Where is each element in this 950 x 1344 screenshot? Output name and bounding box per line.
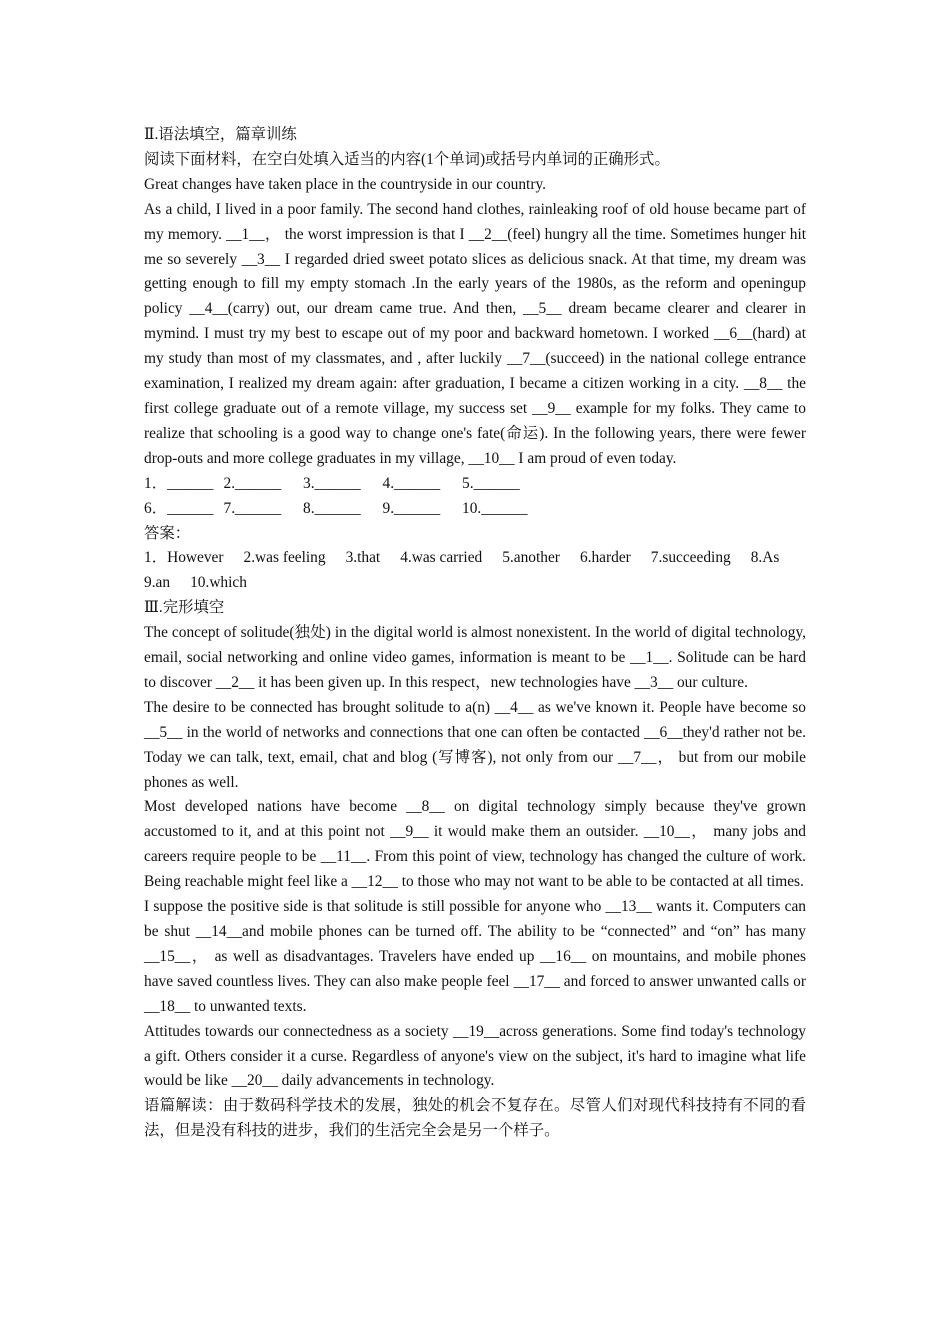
- blank-item: 9.______: [382, 499, 441, 517]
- answer-item: 8.As: [750, 549, 780, 567]
- answer-item: 9.an: [144, 574, 171, 592]
- blank-item: 7.______: [223, 499, 282, 517]
- cloze-paragraph-4: I suppose the positive side is that solitude is still possible for anyone who __13__ wants it. Computers can be shut __14__and mobile phones can be turned off. The ability to be “connected” and “on” has many __15__， as well as disadvantages. Travelers have ended up __16__ on mountains, and mobile phones have saved countless lives. They can also make people feel __17__ and forced to answer unwanted calls or __18__ to unwanted texts.: [144, 898, 806, 1015]
- blank-list-row-2: [144, 497, 806, 522]
- blank-item: 4.______: [382, 474, 441, 492]
- grammar-instruction: 阅读下面材料，在空白处填入适当的内容(1个单词)或括号内单词的正确形式。: [144, 150, 670, 168]
- answer-item: 2.was feeling: [243, 549, 326, 567]
- grammar-paragraph-1: Great changes have taken place in the countryside in our country.: [144, 175, 546, 193]
- answer-item: 4.was carried: [400, 549, 483, 567]
- cloze-paragraph-1: The concept of solitude(独处) in the digital world is almost nonexistent. In the world of digital technology, email, social networking and online video games, information is meant to be __1__. Solitude can be hard to discover __2__ it has been given up. In this respect，new technologies have __3__ our culture.: [144, 624, 806, 691]
- answer-item: 1．However: [144, 549, 224, 567]
- blank-item: 8.______: [303, 499, 361, 517]
- answer-item: 10.which: [190, 574, 247, 592]
- answer-item: 6.harder: [579, 549, 631, 567]
- answer-item: 3.that: [345, 549, 381, 567]
- answer-item: 5.another: [502, 549, 560, 567]
- blank-item: 3.______: [303, 474, 361, 492]
- grammar-paragraph-2: As a child, I lived in a poor family. The second hand clothes, rainleaking roof of old house became part of my memory. __1__， the worst impression is that I __2__(feel) hungry all the time. Sometimes hunger hit me so severely __3__ I regarded dried sweet potato slices as delicious snack. At that time, my dream was getting enough to fill my empty stomach .In the early years of the 1980s, as the reform and openingup policy __4__(carry) out, our dream came true. And then, __5__ dream became clearer and clearer in mymind. I must try my best to escape out of my poor and backward hometown. I worked __6__(hard) at my study than most of my classmates, and , after luckily __7__(succeed) in the national college entrance examination, I realized my dream again: after graduation, I became a citizen working in a city. __8__ the first college graduate out of a remote village, my success set __9__ example for my folks. They came to realize that schooling is a good way to change one's fate(命运). In the following years, there were fewer drop-outs and more college graduates in my village, __10__ I am proud of even today.: [144, 200, 806, 467]
- blank-item: 10.______: [462, 499, 528, 517]
- reading-note: 语篇解读：由于数码科学技术的发展，独处的机会不复存在。尽管人们对现代科技持有不同的看法，但是没有科技的进步，我们的生活完全会是另一个样子。: [144, 1097, 806, 1140]
- cloze-paragraph-2: The desire to be connected has brought solitude to a(n) __4__ as we've known it. People have become so __5__ in the world of networks and connections that one can often be contacted __6__they'd rather not be. Today we can talk, text, email, chat and blog (写博客), not only from our __7__， but from our mobile phones as well.: [144, 698, 806, 791]
- cloze-paragraph-5: Attitudes towards our connectedness as a society __19__across generations. Some find today's technology a gift. Others consider it a curse. Regardless of anyone's view on the subject, it's hard to imagine what life would be like __20__ daily advancements in technology.: [144, 1022, 806, 1090]
- blank-item: 6．______: [144, 499, 214, 517]
- grammar-section-title: Ⅱ.语法填空，篇章训练: [144, 126, 297, 143]
- answer-label: 答案：: [144, 524, 191, 542]
- blank-item: 1．______: [144, 474, 214, 492]
- blank-list-row-1: [144, 472, 806, 497]
- answer-item: 7.succeeding: [650, 549, 731, 567]
- answer-list: [144, 546, 806, 596]
- document-page: [144, 123, 806, 1144]
- cloze-section-title: Ⅲ.完形填空: [144, 599, 225, 617]
- blank-item: 5.______: [462, 474, 520, 492]
- cloze-paragraph-3: Most developed nations have become __8__ on digital technology simply because they've grown accustomed to it, and at this point not __9__ it would make them an outsider. __10__， many jobs and careers require people to be __11__. From this point of view, technology has changed the culture of work. Being reachable might feel like a __12__ to those who may not want to be able to be contacted at all times.: [144, 798, 806, 891]
- blank-item: 2.______: [223, 474, 282, 492]
